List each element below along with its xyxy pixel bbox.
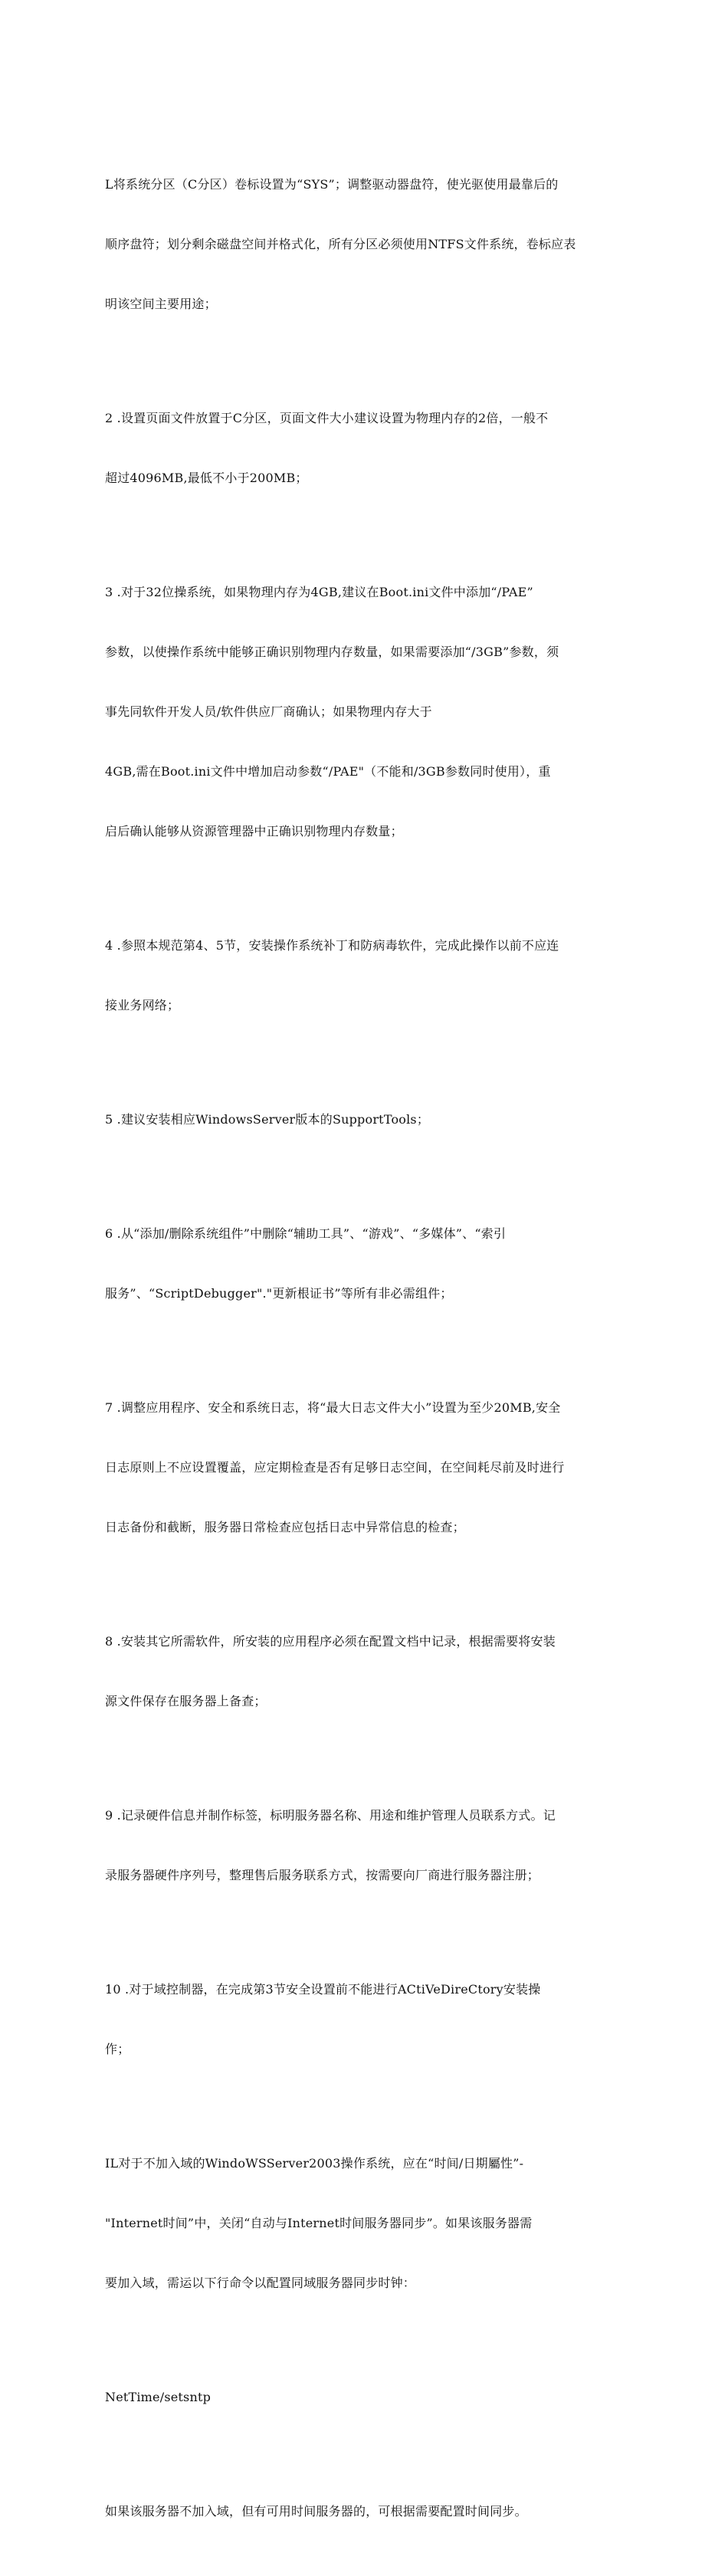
text-line: 6 .从“添加/删除系统组件”中删除“辅助工具”、“游戏”、“多媒体”、“索引 <box>105 1226 507 1241</box>
text-line: 接业务网络； <box>105 998 180 1012</box>
text-line: 4GB,需在Boot.ini文件中增加启动参数“/PAE"（不能和/3GB参数同时使用），重 <box>105 764 551 779</box>
text-line: 3 .对于32位操系统，如果物理内存为4GB,建议在Boot.ini文件中添加“/PAE” <box>105 585 533 599</box>
text-line: 2 .设置页面文件放置于C分区，页面文件大小建议设置为物理内存的2倍，一般不 <box>105 411 549 425</box>
paragraph-10 <box>105 1940 603 2099</box>
text-line: 服务”、“ScriptDebugger"."更新根证书”等所有非必需组件； <box>105 1286 453 1301</box>
text-line: 5 .建议安装相应WindowsServer版本的SupportTools； <box>105 1112 430 1127</box>
text-line: 8 .安装其它所需软件，所安装的应用程序必须在配置文档中记录，根据需要将安装 <box>105 1634 556 1649</box>
text-line: 事先同软件开发人员/软件供应厂商确认；如果物理内存大于 <box>105 704 432 719</box>
paragraph-6 <box>105 1184 603 1344</box>
text-line: 明该空间主要用途； <box>105 297 217 311</box>
text-line: 10 .对于域控制器，在完成第3节安全设置前不能进行ACtiVeDireCtory安装操 <box>105 1982 541 1997</box>
paragraph-11 <box>105 2114 603 2333</box>
text-line: 日志备份和截断，服务器日常检查应包括日志中异常信息的检查； <box>105 1520 465 1534</box>
paragraph-5 <box>105 1070 603 1170</box>
text-line: 9 .记录硬件信息并制作标签，标明服务器名称、用途和维护管理人员联系方式。记 <box>105 1808 556 1823</box>
text-line: 作； <box>105 2042 130 2056</box>
text-line: 源文件保存在服务器上备查； <box>105 1694 267 1708</box>
text-line: NetTime/setsntp <box>105 2390 212 2404</box>
text-line: 要加入域，需运以下行命令以配置同域服务器同步时钟： <box>105 2276 416 2290</box>
text-line: 超过4096MB,最低不小于200MB； <box>105 471 308 485</box>
text-line: 如果该服务器不加入域，但有可用时间服务器的，可根据需要配置时间同步。 <box>105 2504 527 2519</box>
paragraph-7 <box>105 1358 603 1577</box>
text-line: 日志原则上不应设置覆盖，应定期检查是否有足够日志空间，在空间耗尽前及时进行 <box>105 1460 565 1475</box>
text-line: L将系统分区（C分区）卷标设置为“SYS”；调整驱动器盘符，使光驱使用最靠后的 <box>105 177 559 192</box>
text-line: 顺序盘符；划分剩余磁盘空间并格式化，所有分区必须使用NTFS文件系统，卷标应表 <box>105 237 576 251</box>
paragraph-4 <box>105 896 603 1055</box>
paragraph-12 <box>105 2462 603 2561</box>
paragraph-2 <box>105 369 603 528</box>
document-body <box>105 135 603 2576</box>
text-line: 7 .调整应用程序、安全和系统日志，将“最大日志文件大小”设置为至少20MB,安全 <box>105 1400 561 1415</box>
text-line: 启后确认能够从资源管理器中正确识别物理内存数量； <box>105 824 403 838</box>
text-line: 4 .参照本规范第4、5节，安装操作系统补丁和防病毒软件，完成此操作以前不应连 <box>105 938 559 953</box>
text-line: 录服务器硬件序列号，整理售后服务联系方式，按需要向厂商进行服务器注册； <box>105 1868 540 1882</box>
text-line: IL对于不加入域的WindoWSServer2003操作系统，应在“时间/日期屬性”- <box>105 2156 524 2171</box>
paragraph-3 <box>105 543 603 881</box>
command-line <box>105 2348 603 2447</box>
paragraph-8 <box>105 1592 603 1751</box>
text-line: 参数，以使操作系统中能够正确识别物理内存数量，如果需要添加“/3GB”参数，须 <box>105 645 559 659</box>
paragraph-9 <box>105 1766 603 1925</box>
paragraph-1 <box>105 135 603 354</box>
text-line: "Internet时间”中，关闭“自动与Internet时间服务器同步”。如果该服务器需 <box>105 2216 533 2230</box>
